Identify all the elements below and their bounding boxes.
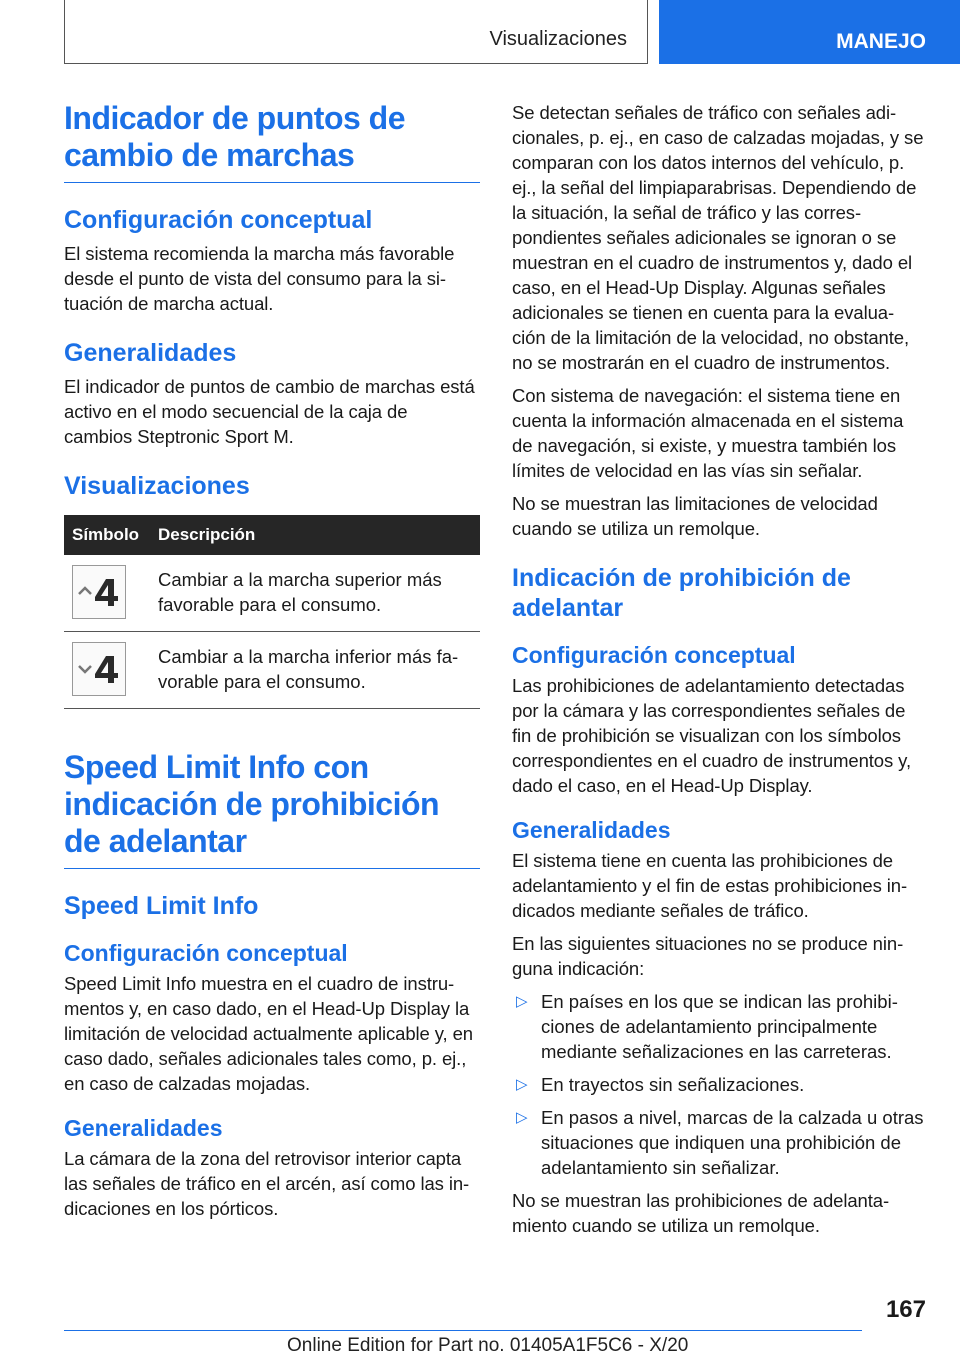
header-box — [64, 0, 648, 64]
table-cell-description: Cambiar a la marcha inferior más fa- vorable para el consumo. — [150, 632, 480, 709]
footer-divider — [64, 1330, 862, 1331]
concept-text: El sistema recomienda la marcha más favorable desde el punto de vista del consumo para la si- tuación de marcha actual. — [64, 243, 455, 314]
general-text: El indicador de puntos de cambio de marchas está activo en el modo secuencial de la caja de cambios Steptronic Sport M. — [64, 376, 475, 447]
list-item — [512, 1072, 927, 1097]
heading-general: Generalidades — [64, 339, 237, 367]
table-header-symbol: Símbolo — [64, 515, 150, 555]
ov-concept-text: Las prohibiciones de adelantamiento detectadas por la cámara y las correspondientes señales de fin de prohibición se visualizan con los símbolos correspondientes en el cuadro de instrumentos y, dado el caso, en el Head-Up Display. — [512, 675, 912, 796]
heading-ov-concept: Configuración conceptual — [512, 642, 796, 668]
gear-up-4-icon — [72, 565, 126, 619]
list-item-text: En trayectos sin señalizaciones. — [541, 1074, 805, 1095]
triangle-bullet-icon: ▷ — [516, 1109, 528, 1126]
sli-general-text: La cámara de la zona del retrovisor interior capta las señales de tráfico en el arcén, así como las in- dicaciones en los pórticos. — [64, 1148, 470, 1219]
heading-ov-general: Generalidades — [512, 817, 671, 843]
table-row — [64, 555, 480, 632]
heading-overtake-indication: Indicación de prohibición de adelantar — [512, 564, 851, 622]
heading-speed-limit-info: Speed Limit Info — [64, 892, 259, 920]
heading-concept: Configuración conceptual — [64, 206, 373, 234]
table-header-row — [64, 515, 480, 555]
sli-navigation-text: Con sistema de navegación: el sistema tiene en cuenta la información almacenada en el sistema de navegación, si existe, y muestra también los límites de velocidad en las vías sin señalar. — [512, 385, 904, 481]
table-header-description: Descripción — [150, 515, 480, 555]
page-number: 167 — [885, 1296, 926, 1323]
list-item — [512, 989, 927, 1064]
header-chapter-tab[interactable]: MANEJO — [659, 0, 960, 64]
sli-detection-text: Se detectan señales de tráfico con señales adi- cionales, p. ej., en caso de calzadas mojadas, y se comparan con los datos internos del vehículo, p. ej., la señal del limpiaparabrisas. Dependiendo de la situación, la señal de tráfico y las corres- pondientes señales adicionales se ignoran o se muestran en el cuadro de instrumentos y, dado el caso, en el Head-Up Display. Algunas señales adicionales se tienen en cuenta para la evalua- ción de la limitación de la velocidad, no obstante, no se mostrarán en el cuadro de instrumentos. — [512, 102, 924, 373]
left-column — [64, 100, 480, 1229]
triangle-bullet-icon: ▷ — [516, 993, 528, 1010]
list-item-text: En pasos a nivel, marcas de la calzada u otras situaciones que indiquen una prohibición de adelantamiento sin señalizar. — [541, 1107, 924, 1178]
table-cell-symbol — [64, 632, 150, 709]
right-column — [512, 100, 927, 1246]
table-cell-description: Cambiar a la marcha superior más favorable para el consumo. — [150, 555, 480, 632]
header-section-title: Visualizaciones — [489, 28, 627, 50]
table-cell-symbol — [64, 555, 150, 632]
sli-concept-text: Speed Limit Info muestra en el cuadro de instru- mentos y, en caso dado, en el Head-Up Display la limitación de velocidad actualmente aplicable y, en caso dado, señales adicionales tales como, p. ej., en caso de calzadas mojadas. — [64, 973, 473, 1094]
heading-sli-concept: Configuración conceptual — [64, 940, 348, 966]
triangle-bullet-icon: ▷ — [516, 1076, 528, 1093]
ov-general-text: El sistema tiene en cuenta las prohibiciones de adelantamiento y el fin de estas prohibiciones in- dicados mediante señales de tráfico. — [512, 850, 908, 921]
heading-visualizations: Visualizaciones — [64, 472, 250, 500]
section-title-gear-indicator: Indicador de puntos de cambio de marchas — [64, 100, 480, 183]
symbol-table — [64, 515, 480, 709]
list-item — [512, 1105, 927, 1180]
ov-situations-intro: En las siguientes situaciones no se produce nin- guna indicación: — [512, 933, 904, 979]
gear-down-4-icon — [72, 642, 126, 696]
sli-trailer-text: No se muestran las limitaciones de velocidad cuando se utiliza un remolque. — [512, 493, 878, 539]
ov-trailer-text: No se muestran las prohibiciones de adelanta- miento cuando se utiliza un remolque. — [512, 1190, 890, 1236]
table-row — [64, 632, 480, 709]
heading-sli-general: Generalidades — [64, 1115, 223, 1141]
situations-list — [512, 989, 927, 1180]
section-title-speed-limit: Speed Limit Info con indicación de prohibición de adelantar — [64, 749, 480, 869]
footer-edition: Online Edition for Part no. 01405A1F5C6 - X/20 — [287, 1335, 689, 1356]
list-item-text: En países en los que se indican las prohibi- ciones de adelantamiento principalmente mediante señalizaciones en las carreteras. — [541, 991, 898, 1062]
